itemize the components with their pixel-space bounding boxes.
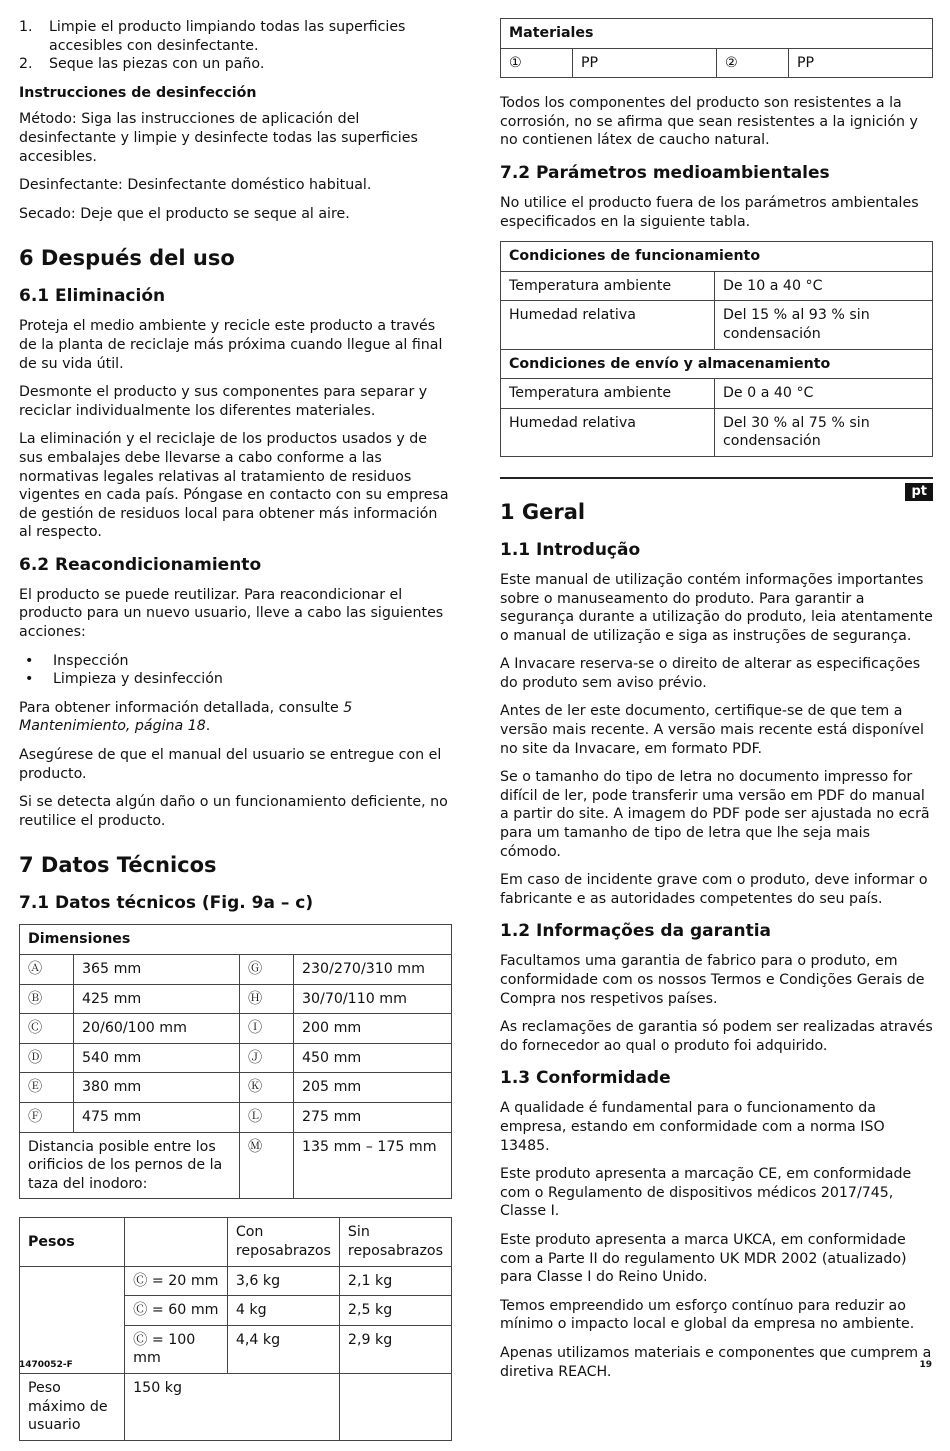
table-row: Ⓔ 380 mm Ⓚ 205 mm	[20, 1073, 452, 1103]
paragraph: La eliminación y el reciclaje de los productos usados y de sus embalajes debe llevarse a cabo conforme a las normativas legales relativas al tratamiento de residuos vigentes en cada país. Póngase en contacto con su empresa de gestión de residuos local para obtener más información al respecto.	[19, 431, 449, 541]
table-row: Ⓒ 20/60/100 mm Ⓘ 200 mm	[20, 1014, 452, 1044]
cross-reference-link[interactable]: 5 Mantenimiento, página 18	[19, 699, 353, 735]
table-row: Temperatura ambiente De 10 a 40 °C	[501, 271, 933, 301]
page-number: 19	[919, 1360, 932, 1370]
table-row: Ⓑ 425 mm Ⓗ 30/70/110 mm	[20, 984, 452, 1014]
table-row: Temperatura ambiente De 0 a 40 °C	[501, 379, 933, 409]
paragraph: A Invacare reserva-se o direito de alterar as especificações do produto sem aviso prévio.	[500, 656, 921, 691]
table-row: ① PP ② PP	[501, 48, 933, 78]
action-bullets	[19, 652, 452, 689]
paragraph: A qualidade é fundamental para o funcionamento da empresa, estando em conformidade com a norma ISO 13485.	[500, 1100, 885, 1154]
dimensions-table	[19, 924, 452, 1199]
list-item: • Inspección	[19, 652, 452, 671]
disinfectant-text: Desinfectante: Desinfectante doméstico habitual.	[19, 177, 372, 194]
paragraph: Este manual de utilização contém informações importantes sobre o manuseamento do produto. Para garantir a segurança durante a utilização do produto, leia atentamente o manual de utilização e siga as instruções de segurança.	[500, 571, 933, 644]
table-row: Ⓒ = 60 mm 4 kg 2,5 kg	[20, 1296, 452, 1326]
paragraph: Este produto apresenta a marca UKCA, em conformidade com a Parte II do regulamento UK MDR 2002 (atualizado) para Classe I do Reino Unido.	[500, 1231, 907, 1286]
section-7-1-heading: 7.1 Datos técnicos (Fig. 9a – c)	[19, 893, 314, 914]
paragraph: Este produto apresenta a marcação CE, em conformidade com o Regulamento de dispositivos médicos 2017/745, Classe I.	[500, 1166, 912, 1220]
method-text: Método: Siga las instrucciones de aplicación del desinfectante y limpie y desinfecte todas las superficies accesibles.	[19, 111, 418, 165]
materials-table	[500, 18, 933, 78]
table-row: Humedad relativa Del 15 % al 93 % sin condensación	[501, 301, 933, 349]
paragraph: El producto se puede reutilizar. Para reacondicionar el producto para un nuevo usuario, lleve a cabo las siguientes acciones:	[19, 586, 444, 641]
weights-table	[19, 1217, 452, 1440]
paragraph: Asegúrese de que el manual del usuario se entregue con el producto.	[19, 747, 442, 782]
left-column	[19, 18, 452, 1451]
paragraph: Se o tamanho do tipo de letra no documento impresso for difícil de ler, pode transferir uma versão em PDF do manual a partir do site. A imagem do PDF pode ser ajustada no ecrã para um tamanho de tipo de letra que lhe seja mais cómodo.	[500, 769, 930, 860]
right-column	[500, 18, 933, 1391]
paragraph: Apenas utilizamos materiais e componentes que cumprem a diretiva REACH.	[500, 1344, 932, 1380]
paragraph: Desmonte el producto y sus componentes para separar y reciclar individualmente los diferentes materiales.	[19, 384, 428, 419]
section-6-heading: 6 Después del uso	[19, 246, 235, 271]
paragraph: No utilice el producto fuera de los parámetros ambientales especificados en la siguiente tabla.	[500, 194, 919, 230]
section-6-1-heading: 6.1 Eliminación	[19, 286, 166, 307]
materials-header: Materiales	[501, 19, 933, 49]
section-7-heading: 7 Datos Técnicos	[19, 853, 217, 878]
paragraph: Proteja el medio ambiente y recicle este producto a través de la planta de reciclaje más próxima cuando llegue al final de su vida útil.	[19, 318, 443, 372]
environment-table	[500, 241, 933, 457]
list-item: • Limpieza y desinfección	[19, 670, 452, 689]
language-divider	[500, 477, 933, 499]
cleaning-steps	[19, 18, 452, 74]
section-1-1-heading: 1.1 Introdução	[500, 539, 641, 560]
drying-text: Secado: Deje que el producto se seque al aire.	[19, 205, 350, 222]
operating-conditions-header: Condiciones de funcionamiento	[501, 242, 933, 272]
table-row: Ⓕ 475 mm Ⓛ 275 mm	[20, 1102, 452, 1132]
table-row: Ⓒ = 20 mm 3,6 kg 2,1 kg	[20, 1266, 452, 1296]
paragraph: Si se detecta algún daño o un funcionamiento deficiente, no reutilice el producto.	[19, 794, 448, 829]
shipping-conditions-header: Condiciones de envío y almacenamiento	[501, 349, 933, 379]
section-1-heading: 1 Geral	[500, 499, 586, 524]
paragraph: As reclamações de garantia só podem ser realizadas através do fornecedor ao qual o produto foi adquirido.	[500, 1019, 933, 1054]
table-row: Pesos Con reposabrazos Sin reposabrazos	[20, 1218, 452, 1266]
table-row: Peso máximo de usuario 150 kg	[20, 1373, 452, 1440]
paragraph: Em caso de incidente grave com o produto, deve informar o fabricante e as autoridades competentes do seu país.	[500, 872, 928, 907]
paragraph: Todos los componentes del producto son resistentes a la corrosión, no se afirma que sean resistentes a la ignición y no contienen látex de caucho natural.	[500, 95, 918, 149]
section-6-2-heading: 6.2 Reacondicionamiento	[19, 554, 262, 575]
paragraph: Para obtener información detallada, consulte 5 Mantenimiento, página 18.	[19, 699, 353, 735]
list-item: 1. Limpie el producto limpiando todas las superficies accesibles con desinfectante.	[19, 19, 406, 54]
table-row: Distancia posible entre los orificios de los pernos de la taza del inodoro: Ⓜ 135 mm – 175 mm	[20, 1132, 452, 1199]
disinfection-heading: Instrucciones de desinfección	[19, 84, 257, 101]
table-row: Ⓐ 365 mm Ⓖ 230/270/310 mm	[20, 955, 452, 985]
document-id: 1470052-F	[19, 1360, 73, 1370]
table-row: Humedad relativa Del 30 % al 75 % sin condensación	[501, 408, 933, 456]
section-7-2-heading: 7.2 Parámetros medioambientales	[500, 162, 830, 183]
dimensions-header: Dimensiones	[20, 925, 452, 955]
list-item: 2. Seque las piezas con un paño.	[19, 56, 265, 73]
section-1-3-heading: 1.3 Conformidade	[500, 1068, 671, 1089]
paragraph: Facultamos uma garantia de fabrico para o produto, em conformidade com os nossos Termos e Condições Gerais de Compra nos respetivos países.	[500, 953, 925, 1007]
bullet-icon: •	[25, 652, 34, 669]
paragraph: Temos empreendido um esforço contínuo para reduzir ao mínimo o impacto local e global da empresa no ambiente.	[500, 1297, 915, 1333]
bullet-icon: •	[25, 671, 34, 688]
table-row: Ⓒ = 100 mm 4,4 kg 2,9 kg	[20, 1325, 452, 1373]
language-tag: pt	[905, 483, 933, 501]
paragraph: Antes de ler este documento, certifique-se de que tem a versão mais recente. A versão mais recente está disponível no site da Invacare, em formato PDF.	[500, 703, 924, 757]
weights-header: Pesos	[20, 1218, 125, 1266]
section-1-2-heading: 1.2 Informações da garantia	[500, 921, 772, 942]
table-row: Ⓓ 540 mm Ⓙ 450 mm	[20, 1043, 452, 1073]
